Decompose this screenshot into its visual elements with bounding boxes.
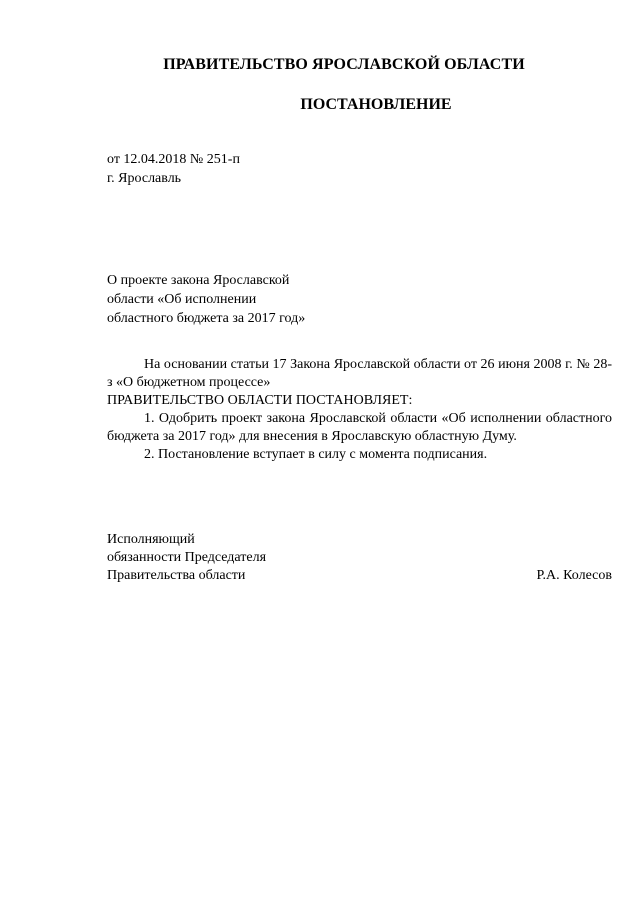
signature-line [107, 567, 612, 585]
subject-line: областного бюджета за 2017 год» [107, 311, 306, 326]
date-number: от 12.04.2018 № 251-п [107, 152, 240, 167]
subject-line: области «Об исполнении [107, 292, 257, 307]
document-subject [107, 271, 305, 328]
subject-line: О проекте закона Ярославской [107, 273, 290, 288]
document-body [107, 356, 612, 464]
basis-paragraph: На основании статьи 17 Закона Ярославской области от 26 июня 2008 г. № 28-з «О бюджетном процессе» [107, 357, 612, 390]
resolves-paragraph: ПРАВИТЕЛЬСТВО ОБЛАСТИ ПОСТАНОВЛЯЕТ: [107, 393, 413, 408]
signatory-title-line: Правительства области [107, 568, 246, 583]
document-type: ПОСТАНОВЛЕНИЕ [300, 96, 452, 113]
signatory-title-line: Исполняющий [107, 532, 195, 547]
document-meta [107, 150, 240, 188]
signatory-name: Р.А. Колесов [536, 568, 612, 583]
item-one-paragraph: 1. Одобрить проект закона Ярославской области «Об исполнении областного бюджета за 2017 год» для внесения в Ярославскую областную Думу. [107, 411, 612, 444]
signatory-title-line: обязанности Председателя [107, 550, 267, 565]
government-title: ПРАВИТЕЛЬСТВО ЯРОСЛАВСКОЙ ОБЛАСТИ [163, 56, 525, 73]
signature-block [107, 531, 612, 585]
item-two-paragraph: 2. Постановление вступает в силу с момента подписания. [144, 447, 488, 462]
city: г. Ярославль [107, 171, 182, 186]
